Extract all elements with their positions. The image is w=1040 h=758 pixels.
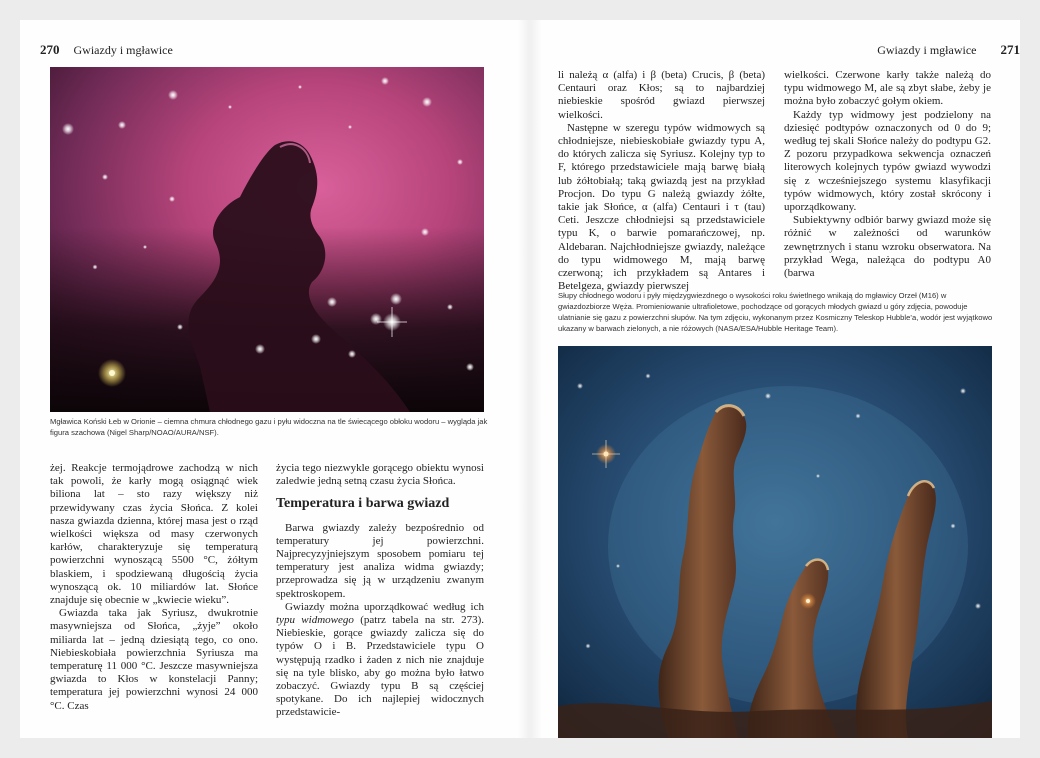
right-text-column-1: [558, 69, 765, 293]
paragraph: życia tego niezwykle gorącego obiektu wynosi zaledwie jedną setną czasu życia Słońca.: [276, 462, 484, 488]
page-number: 270: [40, 42, 60, 57]
right-header: [877, 42, 1020, 58]
book-spread: [20, 20, 1020, 738]
left-text-column-1: [50, 462, 258, 713]
right-page: [540, 20, 1020, 738]
text-run: (patrz tabela na str. 273). Niebieskie, gorące gwiazdy zalicza się do typów O i B. Przedstawiciele typu O występują rzadko i żaden z nich nie znajduje się na tyle blisko, aby go można było łatwo zobaczyć. Gwiazdy typu B są częściej spotykane. Do ich najlepiej widocznych przedstawicie-: [276, 614, 484, 719]
horsehead-nebula-photo: [50, 67, 484, 412]
paragraph: [276, 601, 484, 720]
paragraph: Subiektywny odbiór barwy gwiazd może się różnić w zależności od warunków zewnętrznych i stanu wzroku obserwatora. Na przykład Wega, należąca do podtypu A0 (barwa: [784, 214, 991, 280]
book-gutter: [518, 20, 542, 738]
pillars-of-creation-photo: [558, 346, 992, 738]
page-number: 271: [1000, 42, 1020, 57]
emphasis-term: typu widmowego: [276, 614, 354, 627]
paragraph: Gwiazda taka jak Syriusz, dwukrotnie masywniejsza od Słońca, „żyje” około miliarda lat – jedną dziesiątą tego, co ono. Niebieskobiała powierzchnia Syriusza ma temperaturę 11 000 °C. Jeszcze masywniejsza gwiazda to Kłos w konstelacji Panny; temperatura jej powierzchni wynosi 24 000 °C. Czas: [50, 607, 258, 712]
left-header: [40, 42, 173, 58]
left-text-column-2: [276, 462, 484, 720]
paragraph: wielkości. Czerwone karły także należą do typu widmowego M, ale są zbyt słabe, żeby je można było zobaczyć gołym okiem.: [784, 69, 991, 108]
running-head: Gwiazdy i mgławice: [73, 43, 173, 57]
figure-caption-left: Mgławica Koński Łeb w Orionie – ciemna chmura chłodnego gazu i pyłu widoczna na tle świecącego obłoku wodoru – wygląda jak figura szachowa (Nigel Sharp/NOAO/AURA/NSF).: [50, 417, 488, 437]
paragraph: żej. Reakcje termojądrowe zachodzą w nich tak powoli, że karły mogą osiągnąć wiek biliona lat – sto razy większy niż przewidywany czas życia Słońca. Z kolei nasza gwiazda dzienna, której masa jest o rząd wielkości większa od masy czerwonych karłów, charakteryzuje się temperaturą powierzchni wynoszącą 5500 °C, żółtym blaskiem, i spodziewaną długością życia wynoszącą ok. 10 miliardów lat. Słońce znajduje się obecnie w „kwiecie wieku”.: [50, 462, 258, 607]
paragraph: Barwa gwiazdy zależy bezpośrednio od temperatury jej powierzchni. Najprecyzyjniejszym sposobem pomiaru tej temperatury jest analiza widma gwiazdy; przeprowadza się ją w urządzeniu zwanym spektroskopem.: [276, 521, 484, 600]
paragraph: Następne w szeregu typów widmowych są chłodniejsze, niebieskobiałe gwiazdy typu A, do których zalicza się Syriusz. Kolejny typ to F, którego przedstawiciele mają barwę białą lub żółtobiałą; taką gwiazdą jest na przykład Procjon. Do typu G należą gwiazdy żółte, takie jak Słońce, α (alfa) Centauri i τ (tau) Ceti. Jeszcze chłodniejsi są przedstawiciele typu K, o barwie pomarańczowej, np. Aldebaran. Najchłodniejsze gwiazdy, należące do typu widmowego M, mają barwę czerwoną; ich przykładem są Antares i Betelgeza, gwiazdy pierwszej: [558, 121, 765, 293]
left-page: [20, 20, 520, 738]
text-run: Gwiazdy można uporządkować według ich: [285, 600, 484, 613]
paragraph: li należą α (alfa) i β (beta) Crucis, β (beta) Centauri oraz Kłos; są to najbardziej niebieskie spośród gwiazd pierwszej wielkości.: [558, 69, 765, 121]
section-heading: Temperatura i barwa gwiazd: [276, 496, 450, 512]
paragraph: Każdy typ widmowy jest podzielony na dziesięć podtypów oznaczonych od 0 do 9; według tej skali Słońce należy do podtypu G2. Z pozoru przypadkowa sekwencja oznaczeń literowych kolejnych typów gwiazd wywodzi się z wcześniejszego systemu klasyfikacji typów widmowych, który został skrócony i uporządkowany.: [784, 108, 991, 214]
figure-caption-right: Słupy chłodnego wodoru i pyły międzygwiezdnego o wysokości roku świetlnego wnikają do mgławicy Orzeł (M16) w gwiazdozbiorze Węża. Promieniowanie ultrafioletowe, pochodzące od gorących młodych gwiazd u góry zdjęcia, powoduje ulatnianie się gazu z powierzchni słupów. Na tym zdjęciu, wykonanym przez Kosmiczny Teleskop Hubble’a, wodór jest wyjątkowo ukazany w barwach zielonych, a nie różowych (NASA/ESA/Hubble Heritage Team).: [558, 291, 993, 333]
right-text-column-2: [784, 69, 991, 280]
running-head: Gwiazdy i mgławice: [877, 43, 977, 57]
